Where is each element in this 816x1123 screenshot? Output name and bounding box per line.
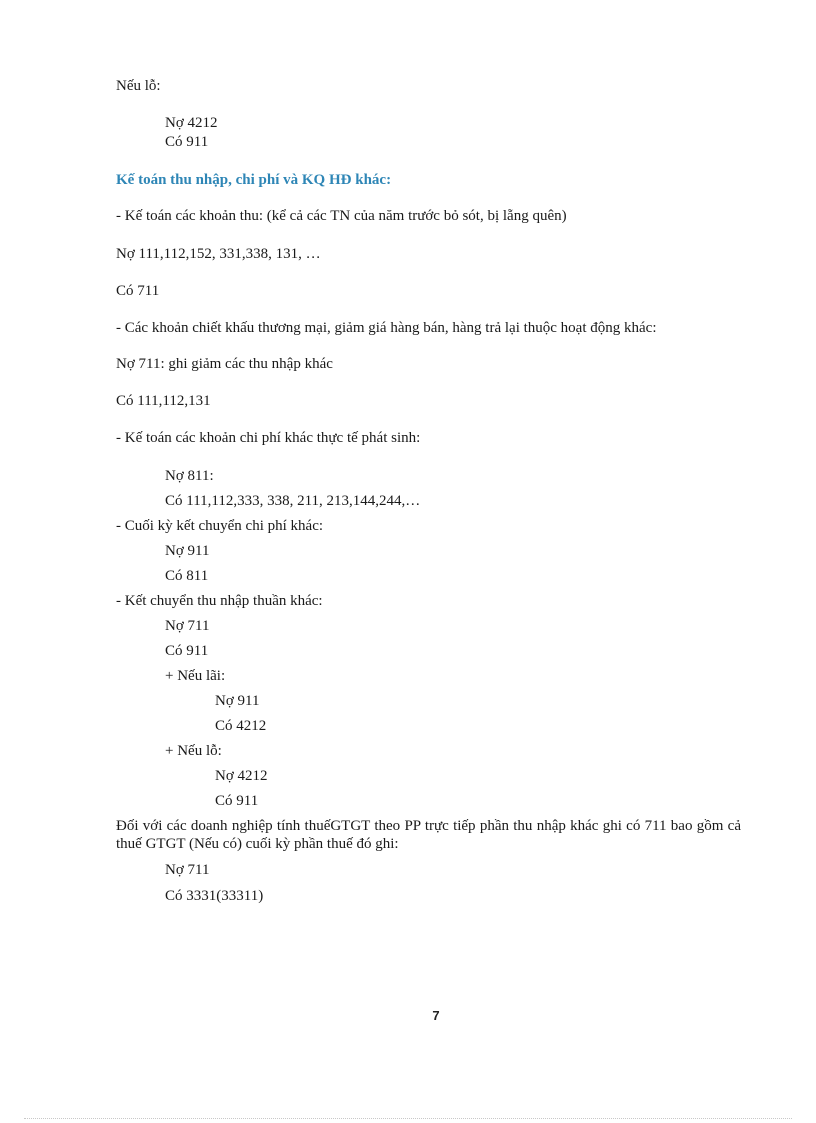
text-line: Có 811 [165, 568, 209, 584]
text-line: - Cuối kỳ kết chuyển chi phí khác: [116, 518, 324, 534]
text-line: - Kết chuyển thu nhập thuần khác: [116, 593, 323, 609]
text-line: Nợ 811: [165, 468, 214, 484]
text-line: Có 711 [116, 283, 160, 299]
text-line: Nợ 711: ghi giảm các thu nhập khác [116, 356, 333, 372]
text-line: - Kế toán các khoản chi phí khác thực tế phát sinh: [116, 430, 421, 446]
text-line: Nợ 111,112,152, 331,338, 131, … [116, 246, 321, 262]
text-line: Nợ 711 [165, 862, 210, 878]
text-line: Có 911 [165, 643, 209, 659]
footer-divider [24, 1118, 792, 1119]
text-line: - Các khoản chiết khấu thương mại, giảm giá hàng bán, hàng trả lại thuộc hoạt động khác: [116, 320, 657, 336]
text-line: Nợ 4212 [215, 768, 268, 784]
text-line: Nợ 4212 [165, 115, 218, 131]
text-line: + Nếu lãi: [165, 668, 226, 684]
text-line: Nợ 911 [215, 693, 260, 709]
page-number: 7 [432, 1008, 440, 1023]
paragraph: Đối với các doanh nghiệp tính thuếGTGT theo PP trực tiếp phần thu nhập khác ghi có 711 bao gồm cả thuế GTGT (Nếu có) cuối kỳ phần thuế đó ghi: [116, 818, 741, 852]
text-line: Có 4212 [215, 718, 267, 734]
text-line: Có 911 [215, 793, 259, 809]
section-heading: Kế toán thu nhập, chi phí và KQ HĐ khác: [116, 172, 392, 188]
text-line: Nợ 711 [165, 618, 210, 634]
text-line: + Nếu lỗ: [165, 743, 222, 759]
text-line: Có 111,112,131 [116, 393, 211, 409]
text-line: Nếu lỗ: [116, 78, 161, 94]
text-line: Nợ 911 [165, 543, 210, 559]
text-line: Có 911 [165, 134, 209, 150]
text-line: Có 111,112,333, 338, 211, 213,144,244,… [165, 493, 421, 509]
text-line: - Kế toán các khoản thu: (kể cả các TN của năm trước bỏ sót, bị lẵng quên) [116, 208, 567, 224]
text-line: Có 3331(33311) [165, 888, 264, 904]
